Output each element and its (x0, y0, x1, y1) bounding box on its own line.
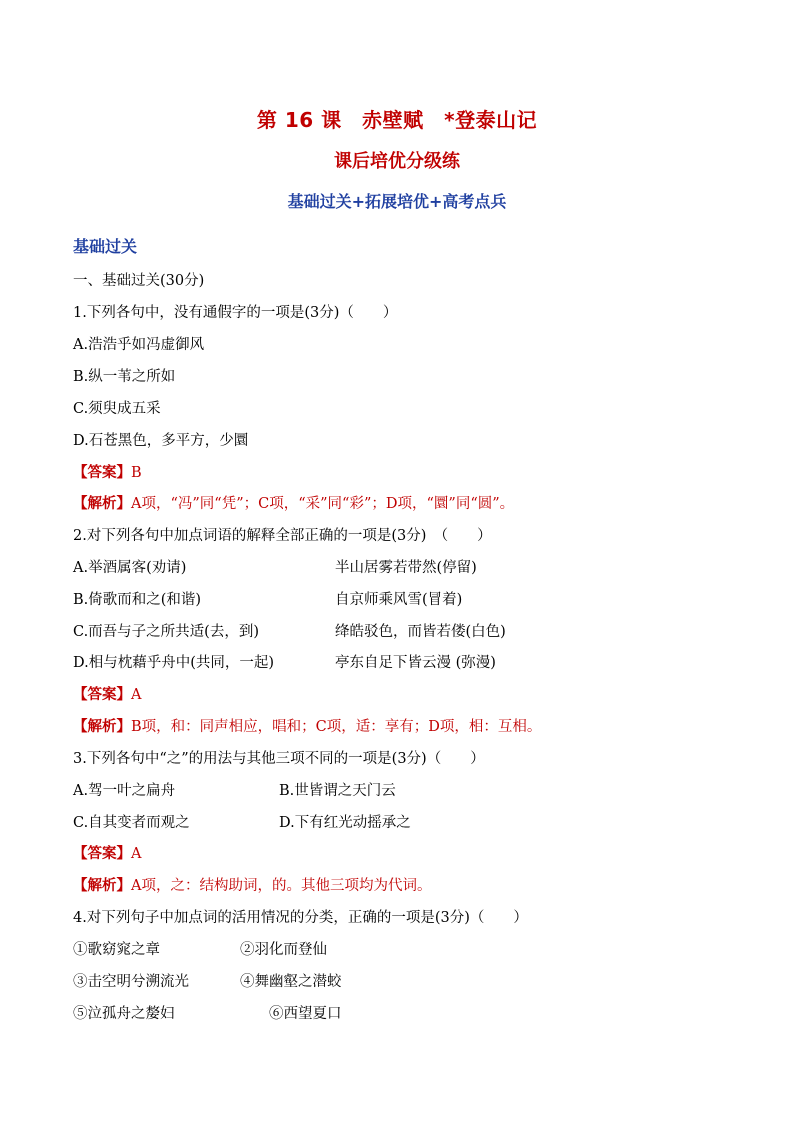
q2-row (73, 653, 496, 673)
q4-row-left: ③击空明兮溯流光 (73, 974, 189, 990)
q2-row-right: 亭东自足下皆云漫 (弥漫) (335, 655, 496, 671)
q3-analysis-text: A项，之：结构助词，的。其他三项均为代词。 (131, 878, 432, 894)
q2-row (73, 590, 463, 610)
q2-row-left: D.相与枕藉乎舟中(共同，一起) (73, 655, 275, 671)
q4-row-right: ②羽化而登仙 (240, 942, 327, 958)
q2-row-left: B.倚歌而和之(和谐) (73, 592, 202, 608)
q1-stem: 1.下列各句中，没有通假字的一项是(3分)（ ） (73, 305, 398, 321)
analysis-label: 【解析】 (73, 495, 131, 512)
q2-analysis (73, 717, 541, 737)
q2-stem: 2.对下列各句中加点词语的解释全部正确的一项是(3分) （ ） (73, 528, 492, 544)
q3-row-right: B.世皆谓之天门云 (279, 783, 396, 799)
q1-option-d: D.石苍黑色，多平方，少圜 (73, 433, 249, 449)
q3-stem: 3.下列各句中“之”的用法与其他三项不同的一项是(3分)（ ） (73, 751, 485, 767)
q1-answer-value: B (131, 465, 142, 481)
q4-row (73, 940, 327, 960)
q3-row (73, 781, 396, 801)
q3-row (73, 813, 411, 833)
q3-row-left: C.自其变者而观之 (73, 815, 190, 831)
analysis-label: 【解析】 (73, 877, 131, 894)
q4-row (73, 972, 342, 992)
q3-analysis (73, 876, 431, 896)
q2-row-right: 绛皓驳色，而皆若偻(白色) (335, 624, 506, 640)
q2-row (73, 558, 477, 578)
q4-row-right: ④舞幽壑之潜蛟 (240, 974, 342, 990)
q4-row (73, 1004, 342, 1024)
q4-row-left: ①歌窈窕之章 (73, 942, 160, 958)
q2-row (73, 622, 506, 642)
q4-stem: 4.对下列句子中加点词的活用情况的分类，正确的一项是(3分)（ ） (73, 910, 528, 926)
answer-label: 【答案】 (73, 464, 131, 481)
q3-answer (73, 844, 141, 864)
q3-answer-value: A (131, 846, 142, 862)
section-title: 基础过关 (73, 237, 138, 256)
q2-analysis-text: B项，和：同声相应，唱和；C项，适：享有；D项，相：互相。 (131, 719, 542, 735)
q2-answer-value: A (131, 687, 142, 703)
q2-row-left: A.举酒属客(劝请) (73, 560, 187, 576)
q1-option-c: C.须臾成五采 (73, 401, 161, 417)
level-banner: 基础过关+拓展培优+高考点兵 (287, 192, 507, 211)
q2-row-left: C.而吾与子之所共适(去，到) (73, 624, 259, 640)
q4-row-right: ⑥西望夏口 (269, 1006, 342, 1022)
q1-analysis-text: A项，“冯”同“凭”；C项，“采”同“彩”；D项，“圜”同“圆”。 (131, 496, 515, 512)
q2-row-right: 自京师乘风雪(冒着) (335, 592, 463, 608)
lesson-subtitle: 课后培优分级练 (334, 151, 460, 172)
q1-analysis (73, 494, 514, 514)
q4-row-left: ⑤泣孤舟之嫠妇 (73, 1006, 175, 1022)
analysis-label: 【解析】 (73, 718, 131, 735)
q1-option-a: A.浩浩乎如冯虚御风 (73, 337, 205, 353)
q1-answer (73, 463, 142, 483)
part-heading: 一、基础过关(30分) (73, 273, 205, 289)
q1-option-b: B.纵一苇之所如 (73, 369, 176, 385)
q3-row-right: D.下有红光动摇承之 (279, 815, 411, 831)
answer-label: 【答案】 (73, 686, 131, 703)
answer-label: 【答案】 (73, 845, 131, 862)
q3-row-left: A.驾一叶之扁舟 (73, 783, 176, 799)
lesson-title: 第 16 课 赤壁赋 *登泰山记 (256, 108, 538, 132)
q2-answer (73, 685, 141, 705)
q2-row-right: 半山居雾若带然(停留) (335, 560, 477, 576)
